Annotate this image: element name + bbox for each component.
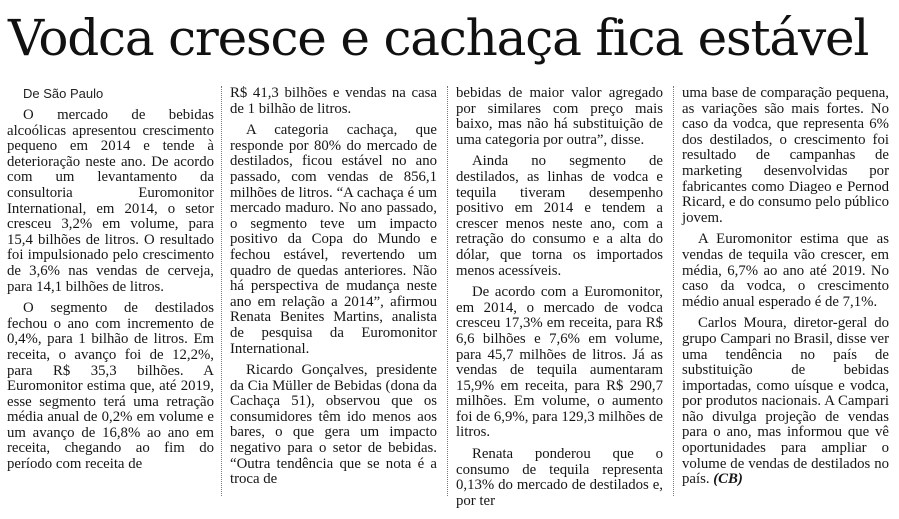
- paragraph-continued: bebidas de maior valor agregado por similares com preço mais baixo, mas não há substituição de uma categoria por outra”, disse.: [456, 85, 663, 148]
- paragraph: O mercado de bebidas alcoólicas apresentou crescimento pequeno em 2014 e tende à deterioração neste ano. De acordo com um levantamento da consultoria Euromonitor International, em 2014, o setor cresceu 3,2% em volume, para 15,4 bilhões de litros. O resultado foi impulsionado pelo crescimento de 3,6% nas vendas de cerveja, para 14,1 bilhões de litros.: [7, 107, 214, 295]
- column-divider: [221, 86, 222, 496]
- paragraph-text: Carlos Moura, diretor-geral do grupo Campari no Brasil, disse ver uma tendência no país de substituição de bebidas importadas, como uísque e vodca, por produtos nacionais. A Campari não divulga projeção de vendas para o ano, mas informou que vê oportunidades para ampliar o volume de vendas de destilados no país.: [682, 315, 889, 488]
- column-3: [456, 86, 663, 515]
- column-divider: [673, 86, 674, 496]
- column-2: [230, 86, 437, 494]
- paragraph: Renata ponderou que o consumo de tequila representa 0,13% do mercado de destilados e, por ter: [456, 446, 663, 509]
- article-body: [0, 86, 899, 516]
- paragraph: [682, 316, 889, 488]
- paragraph: O segmento de destilados fechou o ano com incremento de 0,4%, para 1 bilhão de litros. Em receita, o avanço foi de 12,2%, para R$ 35,3 bilhões. A Euromonitor estima que, até 2019, esse segmento terá uma retração média anual de 0,2% em volume e um avanço de 16,8% ao ano em receita, chegando ao fim do período com receita de: [7, 300, 214, 473]
- paragraph: De acordo com a Euromonitor, em 2014, o mercado de vodca cresceu 17,3% em receita, para R$ 6,6 bilhões e 7,6% em volume, para 45,7 milhões de litros. Já as vendas de tequila aumentaram 15,9% em receita, para R$ 290,7 milhões. Em volume, o aumento foi de 6,9%, para 129,3 milhões de litros.: [456, 284, 663, 441]
- paragraph: A Euromonitor estima que as vendas de tequila vão crescer, em média, 6,7% ao ano até 2019. No caso da vodca, o crescimento médio anual esperado é de 7,1%.: [682, 231, 889, 310]
- column-4: [682, 86, 889, 494]
- paragraph: Ricardo Gonçalves, presidente da Cia Müller de Bebidas (dona da Cachaça 51), observou que os consumidores têm ido menos aos bares, o que gera um impacto negativo para o setor de bebidas. “Outra tendência que se nota é a troca de: [230, 362, 437, 488]
- paragraph: A categoria cachaça, que responde por 80% do mercado de destilados, ficou estável no ano passado, com vendas de 856,1 milhões de litros. “A cachaça é um mercado maduro. No ano passado, o segmento teve um impacto positivo da Copa do Mundo e fechou estável, revertendo um quadro de quedas anteriores. Não há perspectiva de mudança neste ano em relação a 2014”, afirmou Renata Benites Martins, analista de pesquisa da Euromonitor International.: [230, 122, 437, 357]
- paragraph-continued: uma base de comparação pequena, as variações são mais fortes. No caso da vodca, que representa 6% dos destilados, o crescimento foi resultado de campanhas de marketing desenvolvidas por fabricantes como Diageo e Pernod Ricard, e do consumo pelo público jovem.: [682, 85, 889, 226]
- paragraph-continued: R$ 41,3 bilhões e vendas na casa de 1 bilhão de litros.: [230, 85, 437, 117]
- paragraph: Ainda no segmento de destilados, as linhas de vodca e tequila tiveram desempenho positivo em 2014 e tendem a crescer menos neste ano, com a retração do consumo e a alta do dólar, que torna os importados menos acessíveis.: [456, 153, 663, 279]
- headline: Vodca cresce e cachaça fica estável: [8, 9, 869, 67]
- byline: De São Paulo: [23, 86, 104, 101]
- column-divider: [447, 86, 448, 496]
- column-1: [7, 86, 214, 479]
- author-signature: (CB): [713, 471, 743, 488]
